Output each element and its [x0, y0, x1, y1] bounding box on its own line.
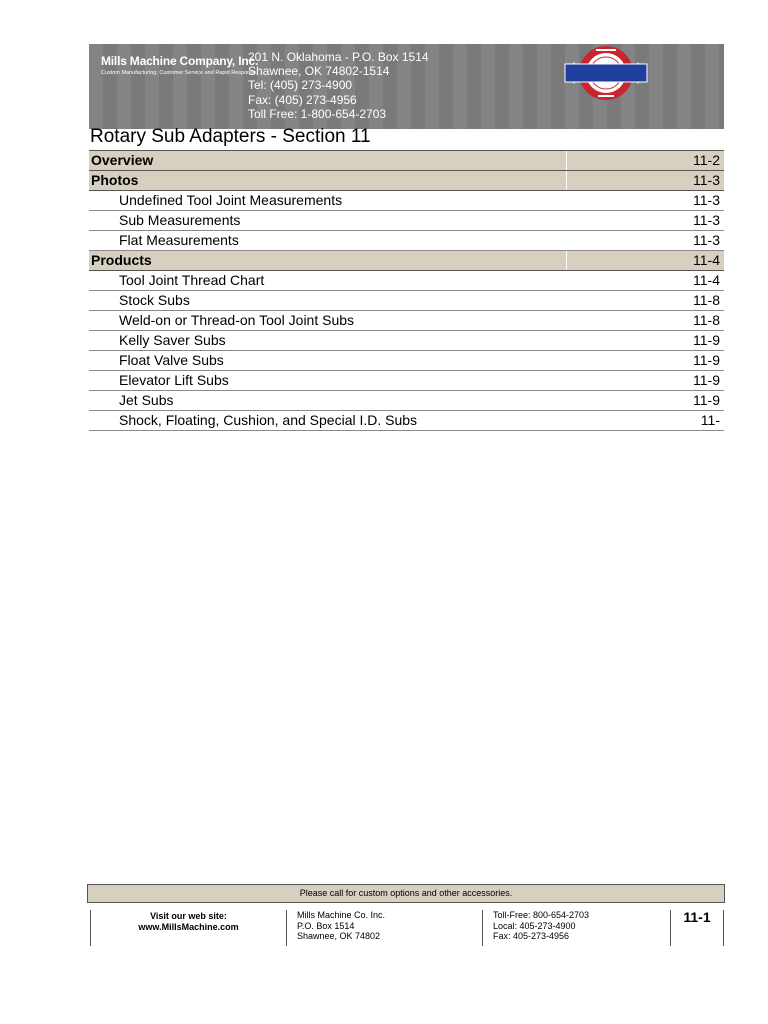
toc-label: Sub Measurements	[119, 212, 241, 228]
toc-item	[89, 311, 724, 331]
toc-item	[89, 371, 724, 391]
phone-line: Local: 405-273-4900	[493, 920, 576, 931]
toc-label: Undefined Tool Joint Measurements	[119, 192, 343, 208]
phone-line: Toll-Free: 800-654-2703	[493, 910, 590, 920]
toc-section-products	[89, 251, 724, 271]
toll-free-line: Toll Free: 1-800-654-2703	[248, 106, 387, 121]
phone-line: Tel: (405) 273-4900	[248, 78, 353, 93]
toc-item	[89, 271, 724, 291]
address-line: 201 N. Oklahoma - P.O. Box 1514	[248, 50, 429, 64]
toc-page: 11-3	[693, 232, 720, 248]
toc-item	[89, 391, 724, 411]
footer-note: Please call for custom options and other accessories.	[87, 884, 725, 903]
toc-item	[89, 331, 724, 351]
toc-label: Photos	[91, 172, 139, 188]
footer-phones	[482, 910, 670, 946]
letterhead	[89, 44, 724, 129]
toc-page: 11-	[700, 412, 720, 428]
toc-label: Products	[91, 252, 152, 268]
toc-label: Stock Subs	[119, 292, 190, 308]
toc-page: 11-9	[693, 352, 720, 368]
page-number: 11-1	[670, 910, 724, 946]
toc-page: 11-8	[693, 292, 720, 308]
toc-page: 11-3	[693, 212, 720, 228]
toc-item	[89, 411, 724, 431]
toc-label: Flat Measurements	[119, 232, 239, 248]
toc-item	[89, 351, 724, 371]
address-line: Mills Machine Co. Inc.	[297, 910, 386, 920]
toc-page: 11-4	[566, 251, 724, 270]
toc-page: 11-9	[693, 372, 720, 388]
toc-label: Float Valve Subs	[119, 352, 224, 368]
toc-label: Elevator Lift Subs	[119, 372, 229, 388]
toc-section-photos	[89, 171, 724, 191]
toc-section-overview	[89, 150, 724, 171]
section-title: Rotary Sub Adapters - Section 11	[90, 126, 371, 147]
company-seal-logo	[561, 44, 651, 102]
address-line: P.O. Box 1514	[297, 920, 355, 931]
company-address	[248, 50, 429, 121]
table-of-contents	[89, 150, 724, 431]
website-link[interactable]: www.MillsMachine.com	[138, 921, 239, 932]
address-line: Shawnee, OK 74802	[297, 931, 381, 941]
toc-label: Weld-on or Thread-on Tool Joint Subs	[119, 312, 355, 328]
toc-item	[89, 191, 724, 211]
company-name: Mills Machine Company, Inc.	[101, 54, 259, 68]
toc-label: Shock, Floating, Cushion, and Special I.D. Subs	[119, 412, 418, 428]
website-label: Visit our web site:	[150, 911, 227, 921]
toc-page: 11-3	[693, 192, 720, 208]
toc-page: 11-9	[693, 392, 720, 408]
toc-item	[89, 231, 724, 251]
phone-line: Fax: 405-273-4956	[493, 931, 570, 941]
page-footer	[90, 910, 724, 946]
toc-item	[89, 291, 724, 311]
address-line: Shawnee, OK 74802-1514	[248, 64, 390, 79]
toc-item	[89, 211, 724, 231]
fax-line: Fax: (405) 273-4956	[248, 92, 357, 107]
toc-page: 11-9	[693, 332, 720, 348]
toc-label: Kelly Saver Subs	[119, 332, 226, 348]
footer-website	[90, 910, 286, 946]
toc-page: 11-3	[566, 171, 724, 190]
toc-page: 11-4	[693, 272, 720, 288]
footer-address	[286, 910, 482, 946]
toc-page: 11-2	[566, 151, 724, 170]
toc-label: Overview	[91, 152, 154, 168]
toc-label: Jet Subs	[119, 392, 174, 408]
toc-label: Tool Joint Thread Chart	[119, 272, 265, 288]
toc-page: 11-8	[693, 312, 720, 328]
company-tagline: Custom Manufacturing, Customer Service and Rapid Response	[101, 70, 256, 76]
company-logo-text	[101, 54, 259, 76]
